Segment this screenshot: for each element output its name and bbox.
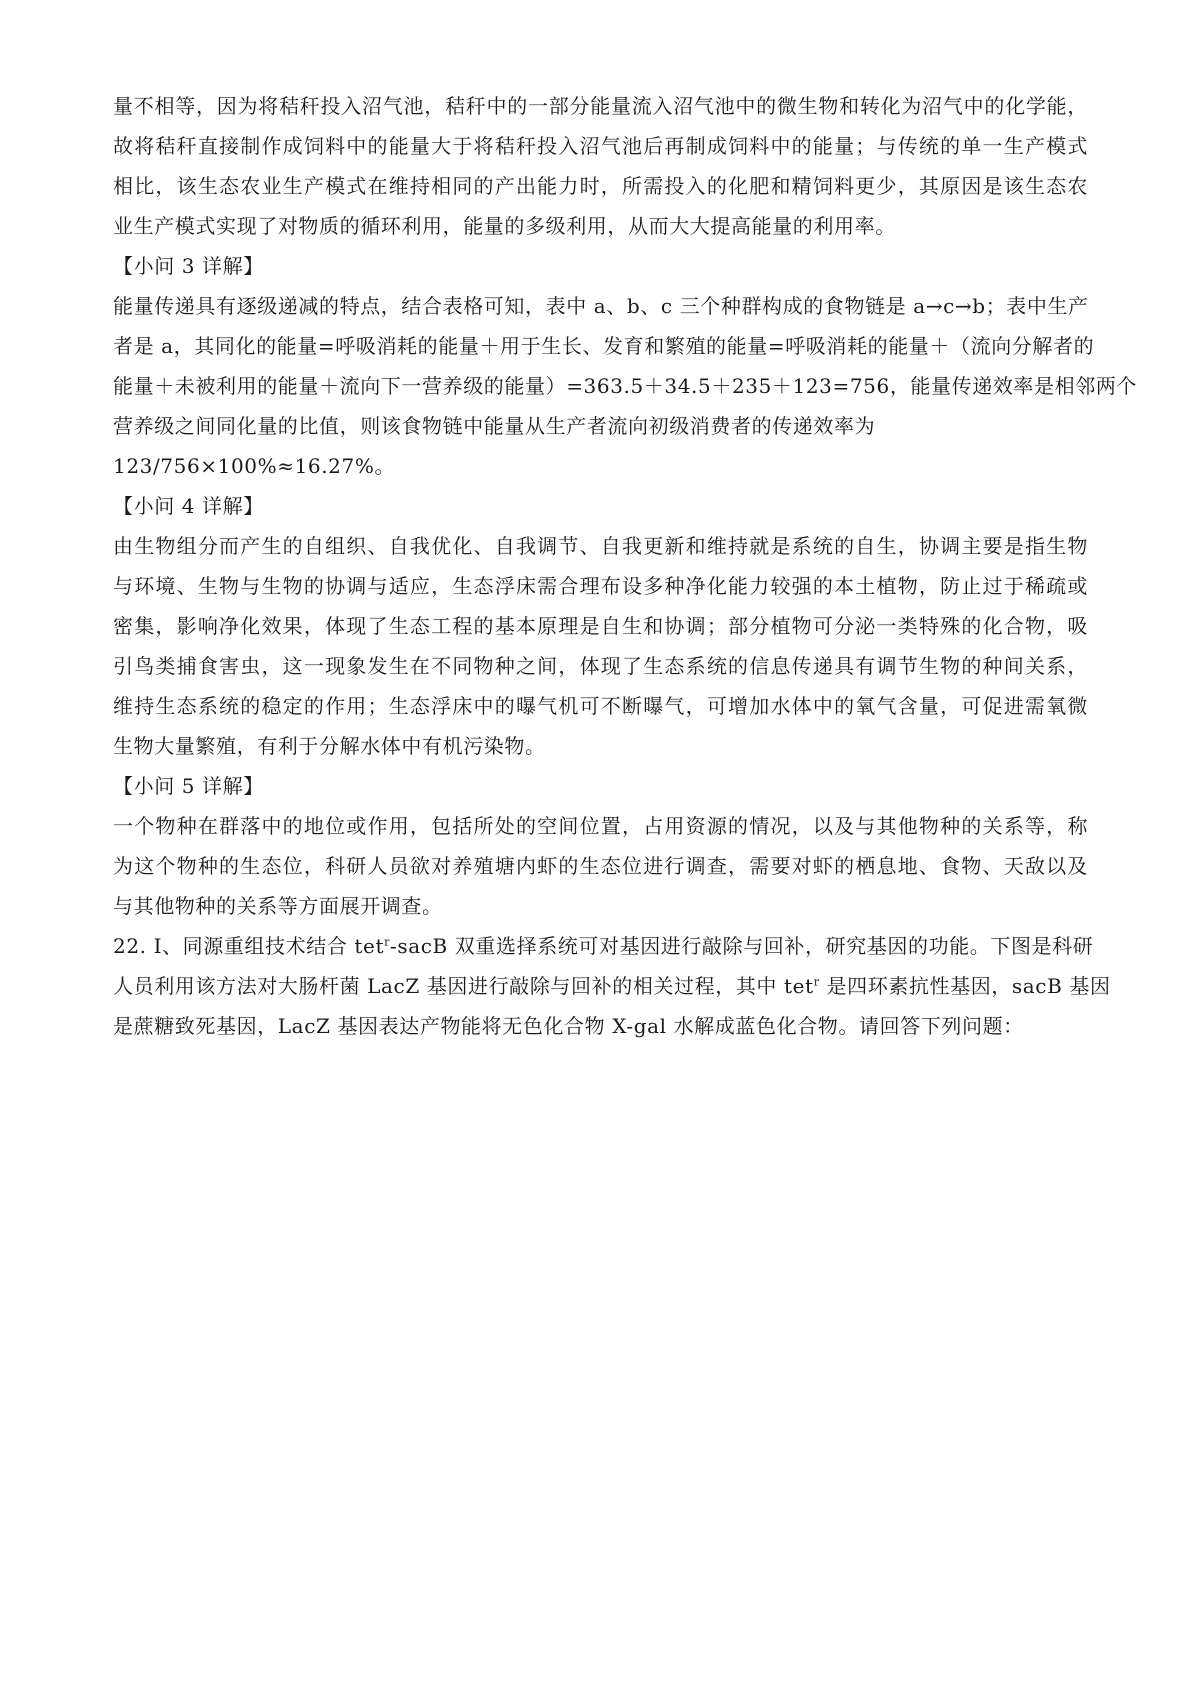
text-line: 是蔗糖致死基因，LacZ 基因表达产物能将无色化合物 X-gal 水解成蓝色化合物。请回答下列问题：	[113, 1014, 1024, 1038]
text-run: -sacB 双重选择系统可对基因进行敲除与回补，研究基因的功能。下图是科研	[390, 934, 1094, 958]
q5-heading: 【小问 5 详解】	[113, 774, 264, 798]
text-line: 故将秸秆直接制作成饲料中的能量大于将秸秆投入沼气池后再制成饲料中的能量；与传统的单一生产模式	[113, 134, 1088, 158]
text-line: 能量传递具有逐级递减的特点，结合表格可知，表中 a、b、c 三个种群构成的食物链是 a→c→b；表中生产	[113, 294, 1089, 318]
text-line: 营养级之间同化量的比值，则该食物链中能量从生产者流向初级消费者的传递效率为	[113, 414, 876, 438]
q3-paragraph	[113, 286, 1138, 486]
text-run: 22. Ⅰ、同源重组技术结合 tet	[113, 934, 385, 958]
text-line: 由生物组分而产生的自组织、自我优化、自我调节、自我更新和维持就是系统的自生，协调主要是指生物	[113, 534, 1088, 558]
text-line: 123/756×100%≈16.27%。	[113, 454, 396, 478]
superscript: r	[384, 935, 390, 949]
q3-heading: 【小问 3 详解】	[113, 254, 264, 278]
text-line: 相比，该生态农业生产模式在维持相同的产出能力时，所需投入的化肥和精饲料更少，其原因是该生态农	[113, 174, 1088, 198]
text-line: 能量＋未被利用的能量＋流向下一营养级的能量）=363.5＋34.5＋235＋123=756，能量传递效率是相邻两个	[113, 374, 1138, 398]
text-line	[113, 926, 1094, 966]
superscript: r	[813, 975, 820, 989]
text-run: 是四环素抗性基因，sacB 基因	[819, 974, 1111, 998]
text-line: 量不相等，因为将秸秆投入沼气池，秸秆中的一部分能量流入沼气池中的微生物和转化为沼气中的化学能，	[113, 94, 1088, 118]
text-line: 者是 a，其同化的能量=呼吸消耗的能量＋用于生长、发育和繁殖的能量=呼吸消耗的能量＋（流向分解者的	[113, 334, 1095, 358]
text-run: 人员利用该方法对大肠杆菌 LacZ 基因进行敲除与回补的相关过程，其中 tet	[113, 974, 814, 998]
intro-paragraph	[113, 86, 1088, 246]
text-line: 密集，影响净化效果，体现了生态工程的基本原理是自生和协调；部分植物可分泌一类特殊的化合物，吸	[113, 614, 1088, 638]
text-line: 一个物种在群落中的地位或作用，包括所处的空间位置，占用资源的情况，以及与其他物种的关系等，称	[113, 814, 1088, 838]
text-line	[113, 966, 1111, 1006]
text-line: 引鸟类捕食害虫，这一现象发生在不同物种之间，体现了生态系统的信息传递具有调节生物的种间关系，	[113, 654, 1088, 678]
text-line: 维持生态系统的稳定的作用；生态浮床中的曝气机可不断曝气，可增加水体中的氧气含量，可促进需氧微	[113, 694, 1088, 718]
text-line: 生物大量繁殖，有利于分解水体中有机污染物。	[113, 734, 546, 758]
question-22-paragraph	[113, 926, 1111, 1046]
document-page	[113, 86, 1138, 1046]
text-line: 与其他物种的关系等方面展开调查。	[113, 894, 443, 918]
text-line: 为这个物种的生态位，科研人员欲对养殖塘内虾的生态位进行调查，需要对虾的栖息地、食物、天敌以及	[113, 854, 1088, 878]
q4-paragraph	[113, 526, 1088, 766]
text-line: 与环境、生物与生物的协调与适应，生态浮床需合理布设多种净化能力较强的本土植物，防止过于稀疏或	[113, 574, 1088, 598]
q5-paragraph	[113, 806, 1088, 926]
text-line: 业生产模式实现了对物质的循环利用，能量的多级利用，从而大大提高能量的利用率。	[113, 214, 896, 238]
q4-heading: 【小问 4 详解】	[113, 494, 264, 518]
